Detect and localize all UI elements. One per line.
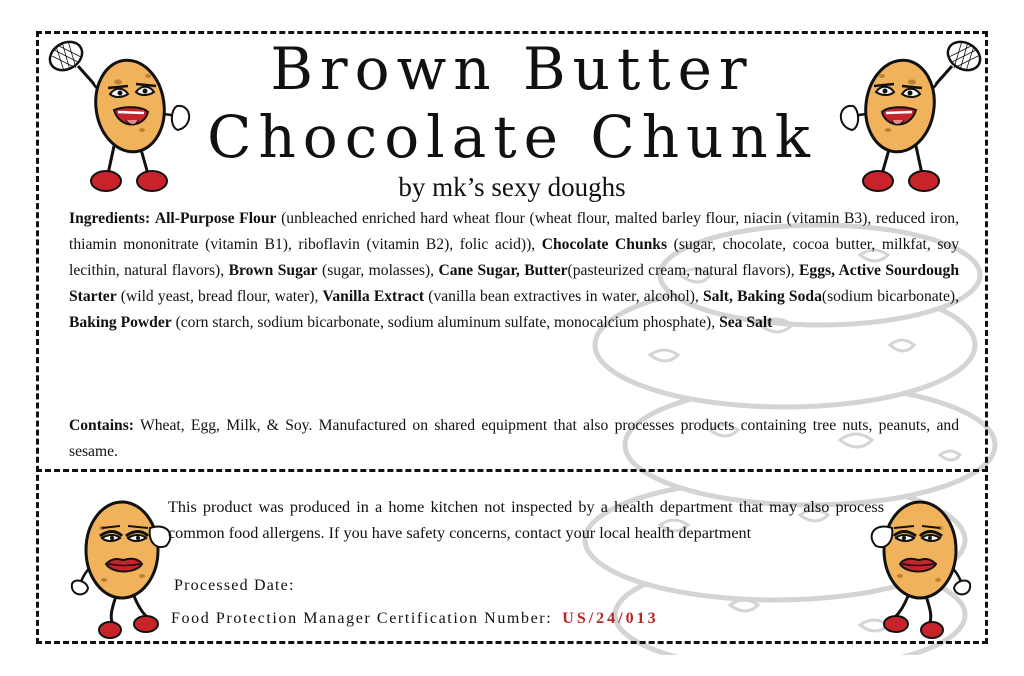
home-kitchen-notice: This product was produced in a home kitchen not inspected by a health department that may also process common food allergens. If you have safety concerns, contact your local health department: [168, 498, 884, 542]
certification-number: US/24/013: [562, 610, 659, 627]
certification-label: Food Protection Manager Certification Number:: [171, 610, 553, 627]
ingredient-brown-sugar-detail: (sugar, molasses),: [317, 262, 439, 279]
processed-date-label: Processed Date:: [174, 577, 295, 594]
product-title-line1: Brown Butter: [270, 35, 754, 103]
ingredient-cane-sugar-butter: Cane Sugar, Butter: [438, 262, 568, 279]
ingredient-flour: All-Purpose Flour: [154, 210, 277, 227]
allergen-statement: [69, 413, 959, 465]
ingredient-eggs-starter: Eggs, Active Sourdough Starter: [69, 262, 960, 305]
ingredient-vanilla-detail: (vanilla bean extractives in water, alcohol),: [424, 288, 703, 305]
ingredient-soda-detail: (sodium bicarbonate),: [821, 288, 960, 305]
ingredient-baking-powder: Baking Powder: [69, 314, 172, 331]
ingredient-butter-detail: (pasteurized cream, natural flavors),: [567, 262, 800, 279]
ingredient-brown-sugar: Brown Sugar: [228, 262, 318, 279]
ingredient-flour-detail: (unbleached enriched hard wheat flour (wheat flour, malted barley flour, niacin (vitamin B3), reduced iron, thiamin mononitrate (vitamin B1), riboflavin (vitamin B2), folic acid)),: [69, 210, 959, 253]
ingredient-vanilla: Vanilla Extract: [322, 288, 425, 305]
certification-line: [171, 610, 659, 628]
ingredient-chocolate: Chocolate Chunks: [541, 236, 668, 253]
ingredient-sea-salt: Sea Salt: [719, 314, 773, 331]
ingredient-salt-soda: Salt, Baking Soda: [703, 288, 822, 305]
contains-label: Contains:: [69, 417, 134, 434]
ingredient-starter-detail: (wild yeast, bread flour, water),: [116, 288, 323, 305]
tennis-dough-mascot-left: [44, 34, 194, 194]
sultry-dough-mascot-left: [56, 488, 176, 643]
ingredients-label: Ingredients:: [69, 210, 151, 227]
product-title-line2: Chocolate Chunk: [207, 103, 817, 171]
contains-text: Wheat, Egg, Milk, & Soy. Manufactured on shared equipment that also processes products containing tree nuts, peanuts, and sesame.: [69, 417, 959, 460]
brand-byline: by mk’s sexy doughs: [398, 172, 626, 202]
ingredient-powder-detail: (corn starch, sodium bicarbonate, sodium aluminum sulfate, monocalcium phosphate),: [171, 314, 720, 331]
ingredient-chocolate-detail: (sugar, chocolate, cocoa butter, milkfat, soy lecithin, natural flavors),: [69, 236, 959, 279]
sultry-dough-mascot-right: [866, 488, 986, 643]
section-divider: [36, 469, 988, 472]
ingredients-paragraph: [69, 206, 959, 336]
tennis-dough-mascot-right: [836, 34, 986, 194]
